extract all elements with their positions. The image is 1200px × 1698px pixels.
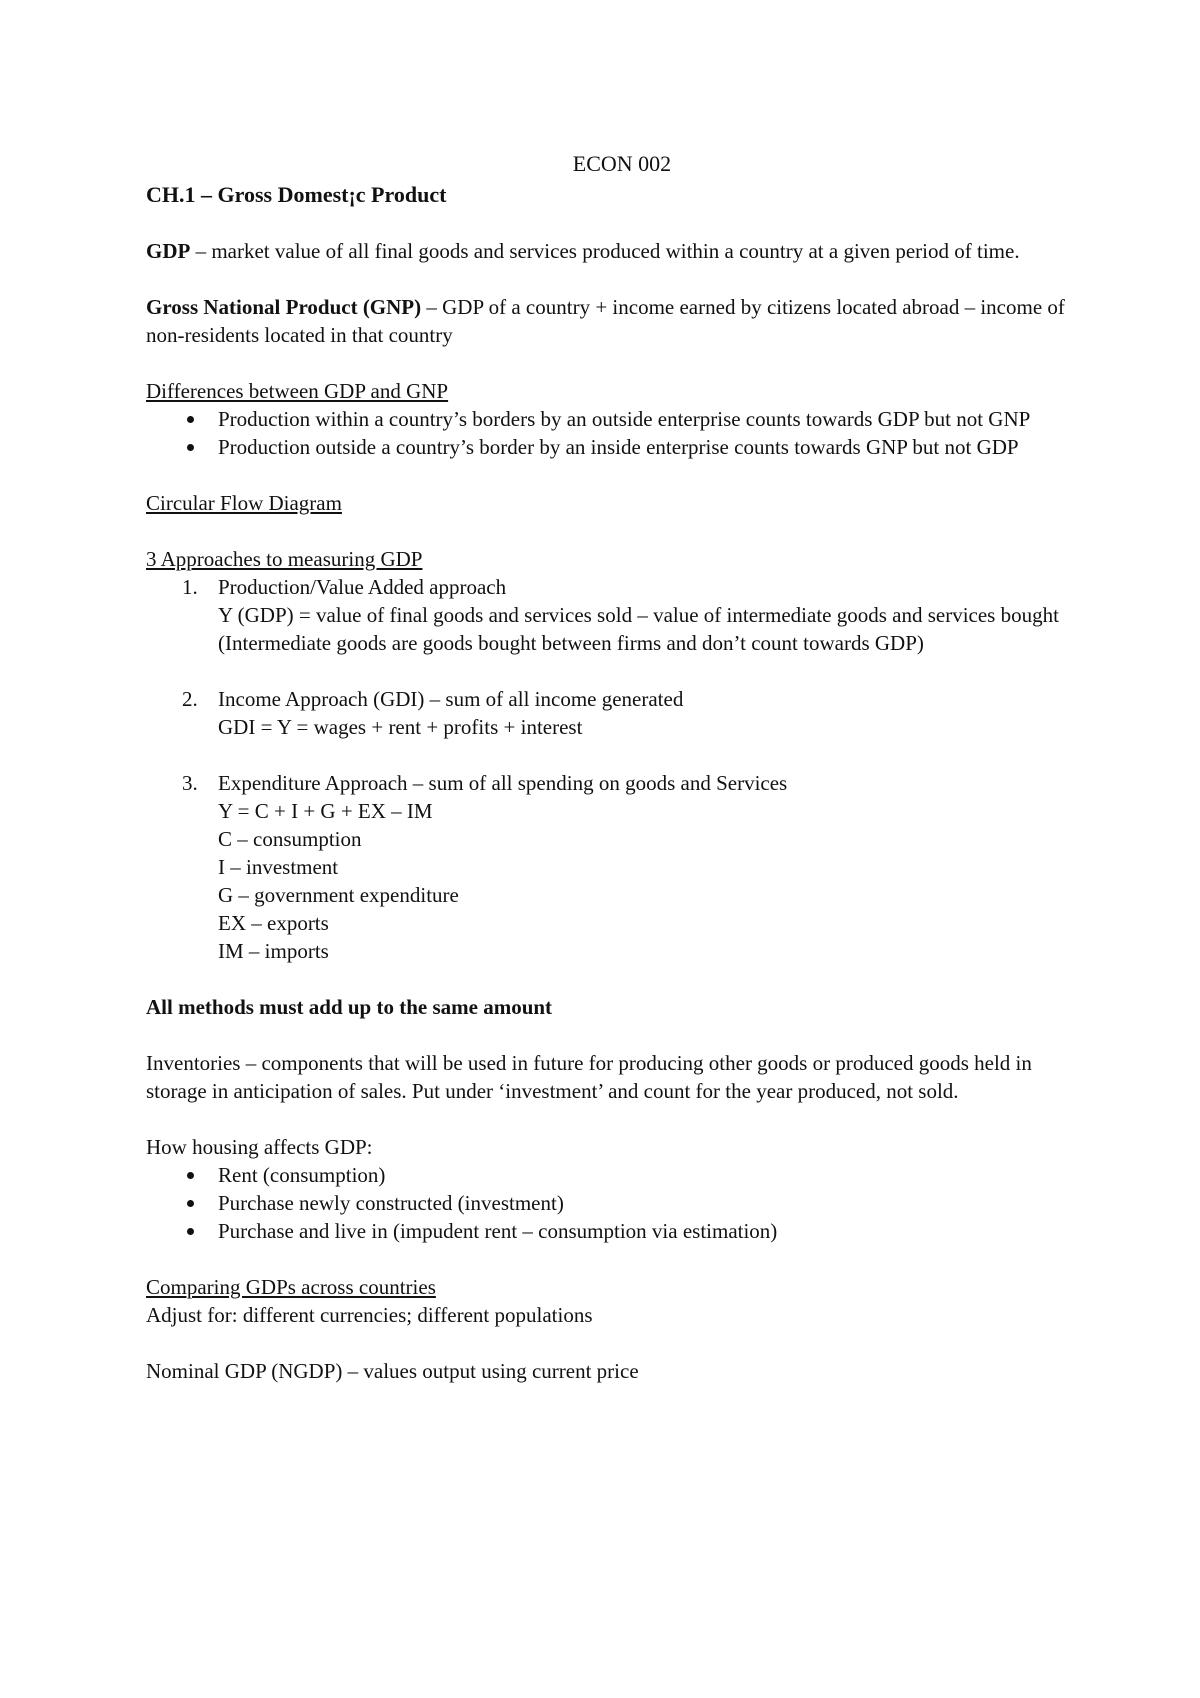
approach-line: EX – exports xyxy=(218,911,329,935)
list-item-text: Production within a country’s borders by an outside enterprise counts towards GDP but not GNP xyxy=(218,407,1031,431)
gnp-definition xyxy=(146,293,1066,349)
approach-line: Y = C + I + G + EX – IM xyxy=(218,799,433,823)
differences-heading: Differences between GDP and GNP xyxy=(146,379,449,403)
gdp-definition-text: – market value of all final goods and services produced within a country at a given period of time. xyxy=(190,239,1020,263)
list-item-text: Rent (consumption) xyxy=(218,1163,386,1187)
inventories-paragraph: Inventories – components that will be used in future for producing other goods or produced goods held in storage in anticipation of sales. Put under ‘investment’ and count for the year produced, not sold. xyxy=(146,1051,1032,1103)
gnp-term: Gross National Product (GNP) xyxy=(146,295,422,319)
circular-flow-heading: Circular Flow Diagram xyxy=(146,491,342,515)
list-item-text: Production outside a country’s border by an inside enterprise counts towards GNP but not GDP xyxy=(218,435,1019,459)
chapter-heading: CH.1 – Gross Domest¡c Product xyxy=(146,182,447,207)
list-item xyxy=(146,433,1066,461)
list-item xyxy=(146,1161,1066,1189)
approach-item-expenditure xyxy=(146,769,1066,965)
bullet-icon xyxy=(187,1172,194,1179)
approach-line: Income Approach (GDI) – sum of all income generated xyxy=(218,687,684,711)
approach-line: Y (GDP) = value of final goods and services sold – value of intermediate goods and services bought xyxy=(218,603,1059,627)
approaches-list xyxy=(146,573,1066,965)
list-number: 1. xyxy=(182,575,198,599)
document-page xyxy=(146,150,1066,1385)
differences-list xyxy=(146,405,1066,461)
approach-line: I – investment xyxy=(218,855,339,879)
approach-item-production xyxy=(146,573,1066,657)
housing-heading: How housing affects GDP: xyxy=(146,1135,373,1159)
bullet-icon xyxy=(187,416,194,423)
comparing-text: Adjust for: different currencies; different populations xyxy=(146,1303,593,1327)
approach-line: C – consumption xyxy=(218,827,362,851)
gnp-definition-text: – GDP of a country + income earned by citizens located abroad – income of non-residents located in that country xyxy=(146,295,1065,347)
approach-item-income xyxy=(146,685,1066,741)
list-number: 2. xyxy=(182,687,198,711)
nominal-gdp-definition: Nominal GDP (NGDP) – values output using current price xyxy=(146,1359,639,1383)
approach-line: GDI = Y = wages + rent + profits + interest xyxy=(218,715,583,739)
document-title: ECON 002 xyxy=(572,151,672,176)
list-number: 3. xyxy=(182,771,198,795)
all-methods-statement: All methods must add up to the same amount xyxy=(146,995,553,1019)
housing-section xyxy=(146,1133,1066,1245)
list-item xyxy=(146,1217,1066,1245)
approach-line: Expenditure Approach – sum of all spending on goods and Services xyxy=(218,771,788,795)
approaches-heading: 3 Approaches to measuring GDP xyxy=(146,547,423,571)
list-item xyxy=(146,405,1066,433)
gdp-term: GDP xyxy=(146,239,191,263)
bullet-icon xyxy=(187,1200,194,1207)
gdp-definition xyxy=(146,237,1066,265)
list-item-text: Purchase newly constructed (investment) xyxy=(218,1191,564,1215)
differences-section xyxy=(146,377,1066,461)
list-item-text: Purchase and live in (impudent rent – consumption via estimation) xyxy=(218,1219,778,1243)
bullet-icon xyxy=(187,444,194,451)
list-item xyxy=(146,1189,1066,1217)
approach-line: G – government expenditure xyxy=(218,883,459,907)
housing-list xyxy=(146,1161,1066,1245)
bullet-icon xyxy=(187,1228,194,1235)
approach-line: (Intermediate goods are goods bought between firms and don’t count towards GDP) xyxy=(218,631,924,655)
comparing-heading: Comparing GDPs across countries xyxy=(146,1275,436,1299)
approach-line: IM – imports xyxy=(218,939,329,963)
approach-line: Production/Value Added approach xyxy=(218,575,507,599)
comparing-section xyxy=(146,1273,1066,1329)
